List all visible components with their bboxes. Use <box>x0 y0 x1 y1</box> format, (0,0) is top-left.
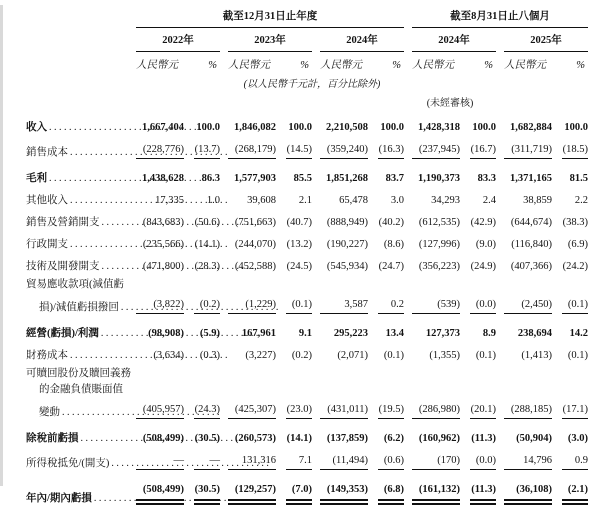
amount-cell: (98,908) <box>148 328 184 339</box>
percent-cell: 85.5 <box>293 173 312 184</box>
percent-cell: (3.0) <box>567 433 589 444</box>
row-label <box>26 474 128 509</box>
row-label-text: 所得稅抵免/(開支) <box>26 458 110 469</box>
empty-cell <box>26 28 128 52</box>
amount-cell: (244,070) <box>234 239 276 250</box>
percent-cell: (40.2) <box>378 217 405 228</box>
table-row <box>26 189 588 211</box>
row-label <box>26 112 128 138</box>
amount-cell: (2,071) <box>337 350 368 361</box>
percent-cell: (14.5) <box>276 138 312 163</box>
amount-cell <box>128 366 184 382</box>
percent-cell: (20.1) <box>460 398 496 423</box>
year-header-2025-interim: 2025年 <box>496 28 588 52</box>
percent-cell <box>460 366 496 382</box>
year-header-2022: 2022年 <box>128 28 220 52</box>
amount-cell: 1,438,628 <box>142 173 184 184</box>
amount-cell: (431,011) <box>312 398 368 423</box>
row-label <box>26 449 128 474</box>
amount-cell <box>404 382 460 398</box>
amount-cell: 1,371,165 <box>510 173 553 184</box>
percent-cell: (30.5) <box>194 433 220 444</box>
percent-cell: 2.1 <box>298 195 312 206</box>
percent-cell: (8.6) <box>383 239 405 250</box>
empty-cell <box>26 52 128 72</box>
amount-cell: (311,719) <box>496 138 552 163</box>
pct-unit-label: % <box>392 60 402 71</box>
percent-cell: 13.4 <box>385 328 405 339</box>
row-label <box>26 382 128 398</box>
percent-cell: (42.9) <box>470 217 497 228</box>
percent-cell <box>276 382 312 398</box>
amount-cell: (36,108) <box>496 474 552 509</box>
percent-cell: (6.9) <box>567 239 589 250</box>
percent-cell: (0.1) <box>383 350 405 361</box>
percent-cell <box>184 366 220 382</box>
amount-cell: (161,132) <box>404 474 460 509</box>
amount-cell: 127,373 <box>425 328 461 339</box>
percent-cell <box>368 382 404 398</box>
amount-cell: (407,366) <box>510 261 553 272</box>
amount-cell: (1,355) <box>429 350 461 361</box>
row-label <box>26 189 128 211</box>
percent-cell: 100.0 <box>196 122 220 133</box>
row-label-text: 可贖回股份及贖回義務 <box>26 368 131 379</box>
amount-cell: 1,682,884 <box>510 122 553 133</box>
amount-cell: — <box>128 449 184 474</box>
annual-section-header <box>128 5 404 28</box>
row-label-text: 年內/期內虧損 <box>26 493 92 504</box>
table-row <box>26 211 588 233</box>
percent-cell: (0.3) <box>199 350 220 361</box>
amount-cell: 3,587 <box>312 293 368 318</box>
percent-cell: 9.1 <box>298 328 312 339</box>
amount-cell: (1,413) <box>521 350 553 361</box>
income-statement-table <box>26 5 588 509</box>
amount-cell: (260,573) <box>234 433 276 444</box>
percent-cell: (0.1) <box>567 350 589 361</box>
table-row <box>26 293 588 318</box>
percent-cell: 100.0 <box>380 122 405 133</box>
amount-cell <box>404 277 460 293</box>
amount-cell: (2,450) <box>496 293 552 318</box>
rmb-unit-label: 人民幣元 <box>320 60 362 71</box>
amount-cell: (116,840) <box>511 239 553 250</box>
row-label-text: 銷售及營銷開支 <box>26 217 100 228</box>
percent-cell: (16.3) <box>368 138 404 163</box>
interim-section-title: 截至8月31日止八個月 <box>412 10 588 28</box>
amount-cell: (3,227) <box>245 350 276 361</box>
percent-cell: 100.0 <box>564 122 589 133</box>
percent-cell: (24.5) <box>286 261 312 272</box>
pct-unit-label: % <box>576 60 586 71</box>
amount-cell: (3,822) <box>128 293 184 318</box>
empty-cell <box>26 91 404 112</box>
amount-cell <box>220 366 276 382</box>
percent-cell <box>276 277 312 293</box>
amount-cell: 65,478 <box>339 195 368 206</box>
percent-cell: (50.6) <box>194 217 220 228</box>
row-label-text: 技術及開發開支 <box>26 261 100 272</box>
row-label <box>26 366 131 382</box>
annual-section-title: 截至12月31日止年度 <box>136 10 404 28</box>
rmb-unit-label: 人民幣元 <box>228 60 270 71</box>
percent-cell: (38.3) <box>562 217 589 228</box>
row-label-text: 銷售成本 <box>26 147 68 158</box>
percent-cell: 7.1 <box>276 449 312 474</box>
amount-cell: 1,846,082 <box>234 122 276 133</box>
amount-cell: (50,904) <box>516 433 553 444</box>
percent-cell: (11.3) <box>460 474 496 509</box>
amount-cell: (237,945) <box>404 138 460 163</box>
amount-cell: (3,634) <box>153 350 184 361</box>
table-row <box>26 449 588 474</box>
percent-cell: (0.2) <box>291 350 312 361</box>
row-label-text: 損)/減值虧損撥回 <box>39 302 119 313</box>
row-label-text: 貿易應收款項(減值虧 <box>26 279 124 290</box>
empty-corner <box>26 5 128 28</box>
amount-cell: (471,800) <box>142 261 184 272</box>
row-label <box>26 423 128 449</box>
percent-cell: 0.9 <box>552 449 588 474</box>
amount-cell: 167,961 <box>241 328 276 339</box>
unit-header-row <box>26 52 588 72</box>
amount-cell: 1,851,268 <box>326 173 368 184</box>
rmb-unit-label: 人民幣元 <box>412 60 455 71</box>
percent-cell: (24.2) <box>562 261 589 272</box>
percent-cell <box>552 277 588 293</box>
row-label <box>26 318 128 344</box>
pct-unit-label: % <box>300 60 309 71</box>
amount-cell: (288,185) <box>496 398 552 423</box>
rmb-unit-label: 人民幣元 <box>504 60 547 71</box>
amount-cell: (137,859) <box>326 433 368 444</box>
amount-cell: 14,796 <box>496 449 552 474</box>
percent-cell: 0.2 <box>368 293 404 318</box>
percent-cell: (0.1) <box>276 293 312 318</box>
row-label-text: 收入 <box>26 122 47 133</box>
amount-cell: 39,608 <box>247 195 276 206</box>
percent-cell: (28.3) <box>194 261 220 272</box>
amount-cell: 17,335 <box>155 195 184 206</box>
unaudited-note-row <box>26 91 588 112</box>
amount-cell: 2,210,508 <box>326 122 368 133</box>
amount-cell: (508,499) <box>128 474 184 509</box>
amount-cell: 295,223 <box>333 328 368 339</box>
percent-cell: (5.9) <box>199 328 220 339</box>
year-header-row <box>26 28 588 52</box>
row-label-text: 財務成本 <box>26 350 68 361</box>
percent-cell: (0.6) <box>368 449 404 474</box>
table-row <box>26 112 588 138</box>
percent-cell: (11.3) <box>471 433 497 444</box>
empty-cell <box>496 91 588 112</box>
amount-cell: 1,190,373 <box>418 173 461 184</box>
percent-cell <box>460 277 496 293</box>
percent-cell: (0.0) <box>460 293 496 318</box>
amount-cell: 238,694 <box>517 328 553 339</box>
percent-cell <box>460 382 496 398</box>
amount-cell: (228,776) <box>128 138 184 163</box>
percent-cell <box>552 366 588 382</box>
row-label-text: 除稅前虧損 <box>26 433 79 444</box>
row-label-text: 的金融負債賬面值 <box>39 384 123 395</box>
percent-cell <box>552 382 588 398</box>
amount-cell <box>404 366 460 382</box>
amount-cell: (127,996) <box>418 239 461 250</box>
percent-cell: 100.0 <box>472 122 497 133</box>
percent-cell: 83.3 <box>477 173 497 184</box>
percent-cell: 1.0 <box>206 195 220 206</box>
pct-unit-label: % <box>484 60 494 71</box>
row-label <box>26 138 128 163</box>
percent-cell: (0.1) <box>475 350 497 361</box>
currency-note: (以人民幣千元計，百分比除外) <box>243 79 381 90</box>
amount-cell <box>312 366 368 382</box>
amount-cell: (888,949) <box>326 217 368 228</box>
percent-cell: (17.1) <box>552 398 588 423</box>
percent-cell: (13.7) <box>184 138 220 163</box>
amount-cell: (129,257) <box>220 474 276 509</box>
row-label <box>26 398 128 423</box>
percent-cell: (23.0) <box>276 398 312 423</box>
row-label-text: 其他收入 <box>26 195 68 206</box>
percent-cell: (19.5) <box>368 398 404 423</box>
row-label <box>26 233 128 255</box>
amount-cell: (235,566) <box>142 239 184 250</box>
row-label <box>26 293 128 318</box>
percent-cell <box>276 366 312 382</box>
percent-cell: (40.7) <box>286 217 312 228</box>
amount-cell <box>496 382 552 398</box>
amount-cell: (190,227) <box>326 239 368 250</box>
interim-section-header <box>404 5 588 28</box>
table-row <box>26 277 588 293</box>
percent-cell: 83.7 <box>385 173 405 184</box>
table-row <box>26 344 588 366</box>
percent-cell: (2.1) <box>552 474 588 509</box>
empty-cell <box>26 72 128 91</box>
amount-cell <box>128 382 184 398</box>
amount-cell: 1,667,404 <box>142 122 184 133</box>
percent-cell: 14.2 <box>569 328 589 339</box>
amount-cell: 1,428,318 <box>418 122 461 133</box>
percent-cell <box>368 366 404 382</box>
page-edge-artifact <box>0 5 3 486</box>
amount-cell: (843,683) <box>142 217 184 228</box>
row-label <box>26 163 128 189</box>
amount-cell: (11,494) <box>312 449 368 474</box>
currency-note-row <box>26 72 588 91</box>
table-row <box>26 398 588 423</box>
rmb-unit-label: 人民幣元 <box>136 60 178 71</box>
year-header-2023: 2023年 <box>220 28 312 52</box>
amount-cell: (356,223) <box>418 261 461 272</box>
table-body <box>26 112 588 509</box>
empty-cell <box>404 72 588 91</box>
year-header-2024-interim: 2024年 <box>404 28 496 52</box>
percent-cell: (6.8) <box>368 474 404 509</box>
amount-cell: 131,316 <box>220 449 276 474</box>
amount-cell <box>220 277 276 293</box>
percent-cell: (13.2) <box>286 239 312 250</box>
table-row <box>26 318 588 344</box>
table-row <box>26 163 588 189</box>
percent-cell: (0.0) <box>460 449 496 474</box>
amount-cell: 34,293 <box>431 195 461 206</box>
amount-cell <box>312 382 368 398</box>
row-label <box>26 211 128 233</box>
percent-cell: (16.7) <box>460 138 496 163</box>
row-label-text: 行政開支 <box>26 239 68 250</box>
amount-cell: (359,240) <box>312 138 368 163</box>
amount-cell: 38,859 <box>523 195 553 206</box>
table-row <box>26 366 588 382</box>
percent-cell <box>184 382 220 398</box>
amount-cell: (508,499) <box>142 433 184 444</box>
percent-cell: (9.0) <box>475 239 497 250</box>
amount-cell: (286,980) <box>404 398 460 423</box>
percent-cell: (6.2) <box>383 433 405 444</box>
section-header-row <box>26 5 588 28</box>
amount-cell: (612,535) <box>418 217 461 228</box>
unaudited-note: (未經審核) <box>426 98 474 109</box>
empty-cell <box>128 72 220 91</box>
amount-cell: (268,179) <box>220 138 276 163</box>
row-label <box>26 344 128 366</box>
percent-cell: (24.3) <box>184 398 220 423</box>
percent-cell <box>184 277 220 293</box>
row-label-text: 變動 <box>39 407 60 418</box>
table-row <box>26 382 588 398</box>
amount-cell: (1,229) <box>220 293 276 318</box>
percent-cell: (24.7) <box>378 261 405 272</box>
row-label <box>26 277 128 293</box>
amount-cell: (539) <box>404 293 460 318</box>
percent-cell: (0.1) <box>552 293 588 318</box>
percent-cell <box>368 277 404 293</box>
amount-cell <box>220 382 276 398</box>
percent-cell: 2.4 <box>482 195 497 206</box>
percent-cell: (30.5) <box>184 474 220 509</box>
table-row <box>26 423 588 449</box>
percent-cell: (7.0) <box>276 474 312 509</box>
amount-cell: (452,588) <box>234 261 276 272</box>
table-row <box>26 233 588 255</box>
percent-cell: (14.1) <box>286 433 312 444</box>
pct-unit-label: % <box>208 60 217 71</box>
amount-cell: (405,957) <box>128 398 184 423</box>
amount-cell: (160,962) <box>418 433 461 444</box>
amount-cell: (425,307) <box>220 398 276 423</box>
year-header-2024: 2024年 <box>312 28 404 52</box>
percent-cell: 3.0 <box>390 195 405 206</box>
percent-cell: 8.9 <box>482 328 497 339</box>
amount-cell <box>496 366 552 382</box>
amount-cell: (644,674) <box>510 217 553 228</box>
percent-cell: (24.9) <box>470 261 497 272</box>
amount-cell <box>128 277 184 293</box>
percent-cell: (0.2) <box>184 293 220 318</box>
table-row <box>26 255 588 277</box>
amount-cell: 1,577,903 <box>234 173 276 184</box>
percent-cell: (14.1) <box>194 239 220 250</box>
percent-cell: 86.3 <box>201 173 220 184</box>
dot-leader <box>70 194 228 207</box>
amount-cell: (170) <box>404 449 460 474</box>
row-label-text: 毛利 <box>26 173 47 184</box>
table-row <box>26 474 588 509</box>
amount-cell: (149,353) <box>312 474 368 509</box>
table-row <box>26 138 588 163</box>
amount-cell <box>312 277 368 293</box>
amount-cell <box>496 277 552 293</box>
percent-cell: 81.5 <box>569 173 589 184</box>
amount-cell: (751,663) <box>234 217 276 228</box>
row-label <box>26 255 128 277</box>
percent-cell: (18.5) <box>552 138 588 163</box>
percent-cell: 2.2 <box>574 195 589 206</box>
percent-cell: — <box>184 449 220 474</box>
row-label-text: 經營(虧損)/利潤 <box>26 328 99 339</box>
amount-cell: (545,934) <box>326 261 368 272</box>
percent-cell: 100.0 <box>288 122 312 133</box>
